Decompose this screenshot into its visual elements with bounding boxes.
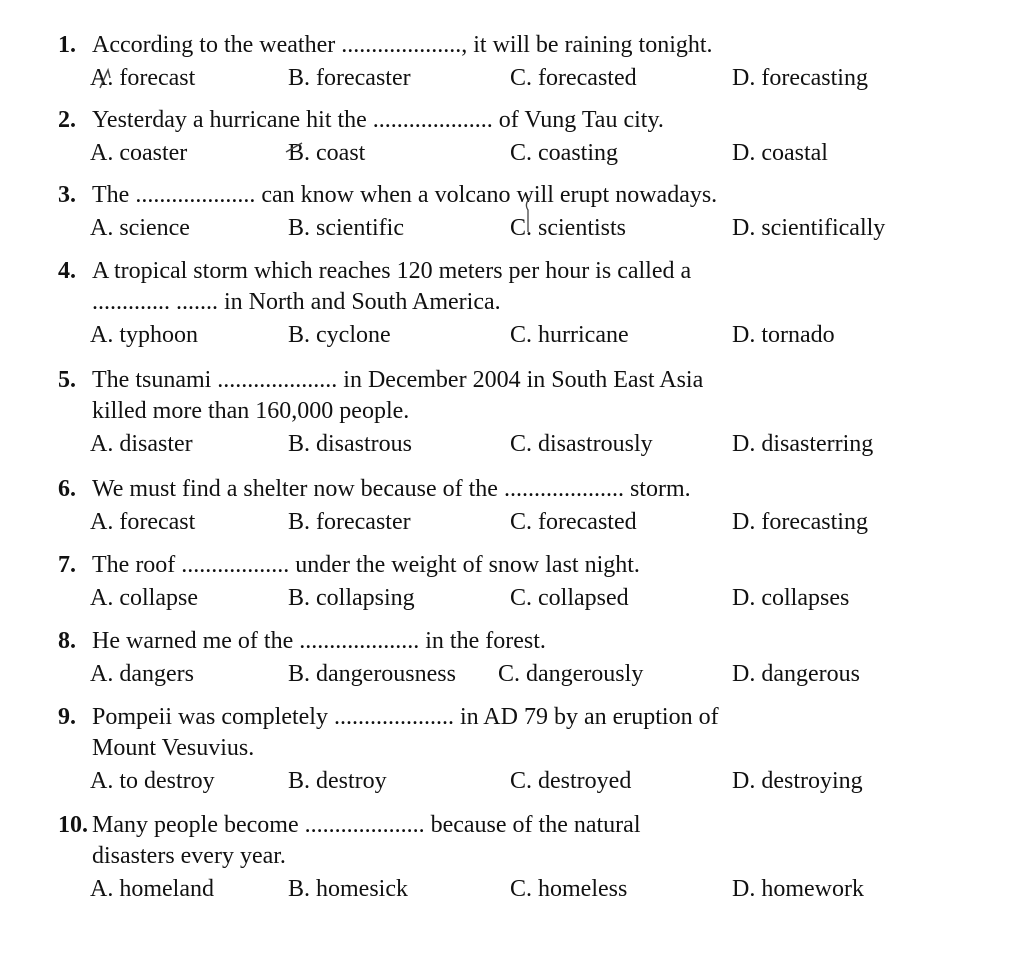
option-a[interactable]: A. disaster [90, 431, 193, 457]
question-number: 9. [58, 704, 76, 730]
option-a[interactable]: A. coaster [90, 140, 188, 166]
question-text [58, 702, 938, 733]
question-number: 6. [58, 476, 76, 502]
question-continuation: Mount Vesuvius. [92, 735, 255, 761]
question-line: According to the weather ...................., it will be raining tonight. [92, 32, 713, 58]
question-continuation: disasters every year. [92, 843, 286, 869]
option-c[interactable]: C. hurricane [510, 322, 629, 348]
question-7 [58, 550, 938, 615]
option-b[interactable]: B. cyclone [288, 322, 391, 348]
answer-options [58, 505, 938, 539]
option-a[interactable]: A. dangers [90, 661, 194, 687]
pencil-mark-icon [96, 66, 116, 92]
pencil-mark-icon [520, 196, 536, 236]
answer-options [58, 764, 938, 798]
question-line: The roof .................. under the weight of snow last night. [92, 552, 640, 578]
answer-options [58, 211, 938, 245]
question-text [58, 365, 938, 396]
question-number: 3. [58, 182, 76, 208]
option-d[interactable]: D. tornado [732, 322, 835, 348]
option-d[interactable]: D. forecasting [732, 509, 868, 535]
question-continuation: killed more than 160,000 people. [92, 398, 410, 424]
option-c[interactable]: C. collapsed [510, 585, 629, 611]
question-5 [58, 365, 938, 461]
option-d[interactable]: D. destroying [732, 768, 863, 794]
option-d[interactable]: D. forecasting [732, 65, 868, 91]
option-a[interactable]: A. forecast [90, 65, 196, 91]
option-b[interactable]: B. homesick [288, 876, 408, 902]
option-a[interactable]: A. typhoon [90, 322, 198, 348]
question-text [58, 550, 938, 581]
question-line: Pompeii was completely .................... in AD 79 by an eruption of [92, 704, 719, 730]
pencil-mark-icon [284, 140, 306, 156]
question-text [58, 180, 938, 211]
question-continuation: ............. ....... in North and South America. [92, 289, 501, 315]
option-d[interactable]: D. homework [732, 876, 864, 902]
option-b[interactable]: B. destroy [288, 768, 387, 794]
option-a[interactable]: A. forecast [90, 509, 196, 535]
question-number: 4. [58, 258, 76, 284]
question-line: The tsunami .................... in December 2004 in South East Asia [92, 367, 704, 393]
answer-options [58, 581, 938, 615]
answer-options [58, 657, 938, 691]
answer-options [58, 61, 938, 95]
option-d[interactable]: D. dangerous [732, 661, 860, 687]
option-b[interactable]: B. disastrous [288, 431, 413, 457]
question-8 [58, 626, 938, 691]
option-b[interactable]: B. scientific [288, 215, 404, 241]
option-c[interactable]: C. scientists [510, 215, 627, 241]
question-line: Many people become .................... because of the natural [92, 812, 641, 838]
answer-options [58, 318, 938, 352]
question-text [58, 810, 938, 841]
option-b[interactable]: B. collapsing [288, 585, 415, 611]
option-c[interactable]: C. disastrously [510, 431, 653, 457]
question-4 [58, 256, 938, 352]
question-2 [58, 105, 938, 170]
option-b[interactable]: B. forecaster [288, 65, 411, 91]
question-number: 10. [58, 812, 88, 838]
option-a[interactable]: A. to destroy [90, 768, 215, 794]
option-d[interactable]: D. scientifically [732, 215, 886, 241]
question-10 [58, 810, 938, 906]
question-6 [58, 474, 938, 539]
question-text [58, 626, 938, 657]
answer-options [58, 136, 938, 170]
question-text [58, 30, 938, 61]
question-line: He warned me of the .................... in the forest. [92, 628, 546, 654]
question-line: Yesterday a hurricane hit the .................... of Vung Tau city. [92, 107, 664, 133]
option-c[interactable]: C. coasting [510, 140, 618, 166]
question-text [58, 256, 938, 287]
question-number: 5. [58, 367, 76, 393]
question-3 [58, 180, 938, 245]
option-d[interactable]: D. disasterring [732, 431, 874, 457]
option-a[interactable]: A. collapse [90, 585, 198, 611]
question-text [58, 105, 938, 136]
option-c[interactable]: C. forecasted [510, 65, 637, 91]
option-c[interactable]: C. homeless [510, 876, 628, 902]
question-number: 2. [58, 107, 76, 133]
option-d[interactable]: D. collapses [732, 585, 850, 611]
option-a[interactable]: A. homeland [90, 876, 214, 902]
question-number: 1. [58, 32, 76, 58]
question-number: 7. [58, 552, 76, 578]
option-c[interactable]: C. dangerously [498, 661, 644, 687]
answer-options [58, 872, 938, 906]
question-line: The .................... can know when a volcano will erupt nowadays. [92, 182, 718, 208]
question-line: A tropical storm which reaches 120 meters per hour is called a [92, 258, 692, 284]
option-c[interactable]: C. forecasted [510, 509, 637, 535]
option-b[interactable]: B. dangerousness [288, 661, 456, 687]
question-1 [58, 30, 938, 95]
option-b[interactable]: B. forecaster [288, 509, 411, 535]
question-line: We must find a shelter now because of the .................... storm. [92, 476, 691, 502]
option-a[interactable]: A. science [90, 215, 190, 241]
answer-options [58, 427, 938, 461]
question-9 [58, 702, 938, 798]
option-b[interactable]: B. coast [288, 140, 366, 166]
option-d[interactable]: D. coastal [732, 140, 828, 166]
question-text [58, 474, 938, 505]
question-number: 8. [58, 628, 76, 654]
option-c[interactable]: C. destroyed [510, 768, 632, 794]
